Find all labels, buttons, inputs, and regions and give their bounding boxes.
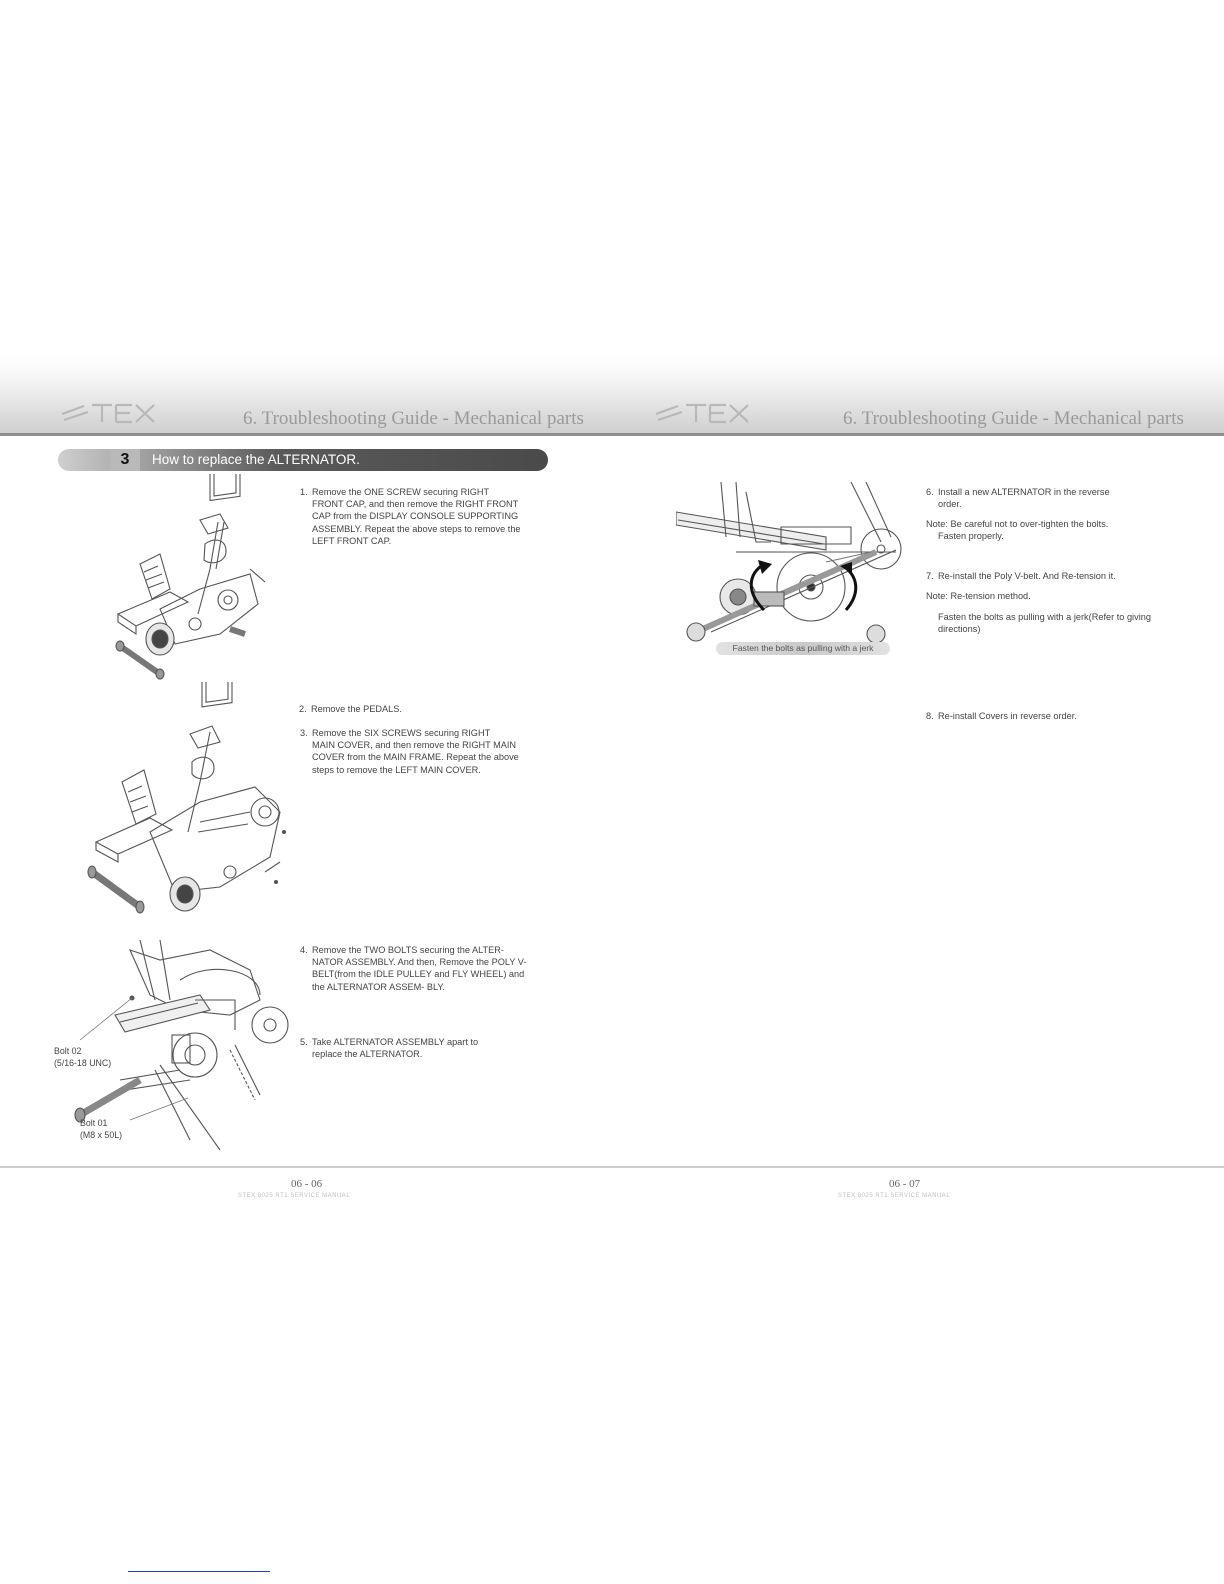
- header-title-left: 6. Troubleshooting Guide - Mechanical parts: [243, 408, 584, 429]
- callout-bolt-01: [80, 1117, 122, 1141]
- note-1-line1: Be careful not to over-tighten the bolts.: [950, 519, 1109, 529]
- step-1-line1: Remove the ONE SCREW securing RIGHT: [312, 487, 490, 497]
- note-2-text: Re-tension method.: [950, 591, 1031, 601]
- bolt-02-name: Bolt 02: [54, 1046, 82, 1056]
- step-2: [299, 703, 529, 715]
- note-2-detail: Fasten the bolts as pulling with a jerk(Refer to giving directions): [938, 612, 1151, 635]
- step-8: [926, 710, 1156, 722]
- step-3-rest: MAIN COVER, and then remove the RIGHT MAIN COVER from the MAIN FRAME. Repeat the above steps to remove the LEFT MAIN COVER.: [312, 740, 519, 775]
- blue-rule: [128, 1571, 270, 1572]
- logo-text: STEX: [118, 418, 121, 419]
- step-7: [926, 570, 1156, 582]
- step-4-number: 4.: [300, 945, 308, 955]
- bolt-01-spec: (M8 x 50L): [80, 1130, 123, 1140]
- page-number-left: 06 - 06: [291, 1178, 323, 1190]
- section-number: 3: [110, 449, 140, 471]
- note-2: [926, 590, 1156, 602]
- step-3: [300, 727, 530, 776]
- footer-rule: [0, 1166, 1224, 1168]
- page-number-right: 06 - 07: [889, 1178, 921, 1190]
- step-6-line1: Install a new ALTERNATOR in the reverse: [938, 487, 1110, 497]
- step-4-line1: Remove the TWO BOLTS securing the ALTER-: [312, 945, 504, 955]
- step-7-number: 7.: [926, 571, 934, 581]
- step-1-rest: FRONT CAP, and then remove the RIGHT FRONT CAP from the DISPLAY CONSOLE SUPPORTING ASSEMBLY. Repeat the above steps to remove the LEFT FRONT CAP.: [312, 499, 521, 546]
- figure-bike-main-cover: [80, 682, 295, 932]
- step-6-rest: order.: [938, 499, 962, 510]
- step-5-number: 5.: [300, 1037, 308, 1047]
- step-1: [300, 486, 530, 547]
- bolt-01-name: Bolt 01: [80, 1118, 108, 1128]
- step-4: [300, 944, 530, 993]
- note-1: [926, 518, 1156, 542]
- step-5: [300, 1036, 530, 1060]
- note-1-label: Note:: [926, 519, 948, 529]
- step-2-text: Remove the PEDALS.: [311, 704, 402, 714]
- note-2-label: Note:: [926, 591, 948, 601]
- step-6: [926, 486, 1156, 510]
- bolt-02-spec: (5/16-18 UNC): [54, 1058, 112, 1068]
- header-title-right: 6. Troubleshooting Guide - Mechanical parts: [843, 408, 1184, 429]
- figure-belt-tension: [676, 482, 916, 642]
- step-7-text: Re-install the Poly V-belt. And Re-tension it.: [938, 571, 1116, 581]
- section-title: How to replace the ALTERNATOR.: [152, 452, 360, 467]
- step-5-rest: replace the ALTERNATOR.: [312, 1049, 423, 1060]
- step-2-number: 2.: [299, 704, 307, 714]
- figure-caption: Fasten the bolts as pulling with a jerk: [716, 642, 890, 655]
- step-6-number: 6.: [926, 487, 934, 497]
- header-rule: [0, 433, 1224, 436]
- note-1-rest: Fasten properly.: [938, 531, 1004, 542]
- footer-note-left: STEX 8025 RT1 SERVICE MANUAL: [238, 1193, 351, 1199]
- step-4-rest: NATOR ASSEMBLY. And then, Remove the POLY V-BELT(from the IDLE PULLEY and FLY WHEEL) and the ALTERNATOR ASSEM- BLY.: [312, 957, 527, 992]
- step-1-number: 1.: [300, 487, 308, 497]
- stex-logo: [58, 398, 178, 428]
- step-8-text: Re-install Covers in reverse order.: [938, 711, 1077, 721]
- step-3-line1: Remove the SIX SCREWS securing RIGHT: [312, 728, 491, 738]
- step-3-number: 3.: [300, 728, 308, 738]
- stex-logo-right: [652, 398, 772, 428]
- callout-bolt-02: [54, 1045, 111, 1069]
- figure-bike-front-cap: [100, 474, 285, 689]
- footer-note-right: STEX 8025 RT1 SERVICE MANUAL: [838, 1193, 951, 1199]
- step-5-line1: Take ALTERNATOR ASSEMBLY apart to: [312, 1037, 479, 1047]
- step-8-number: 8.: [926, 711, 934, 721]
